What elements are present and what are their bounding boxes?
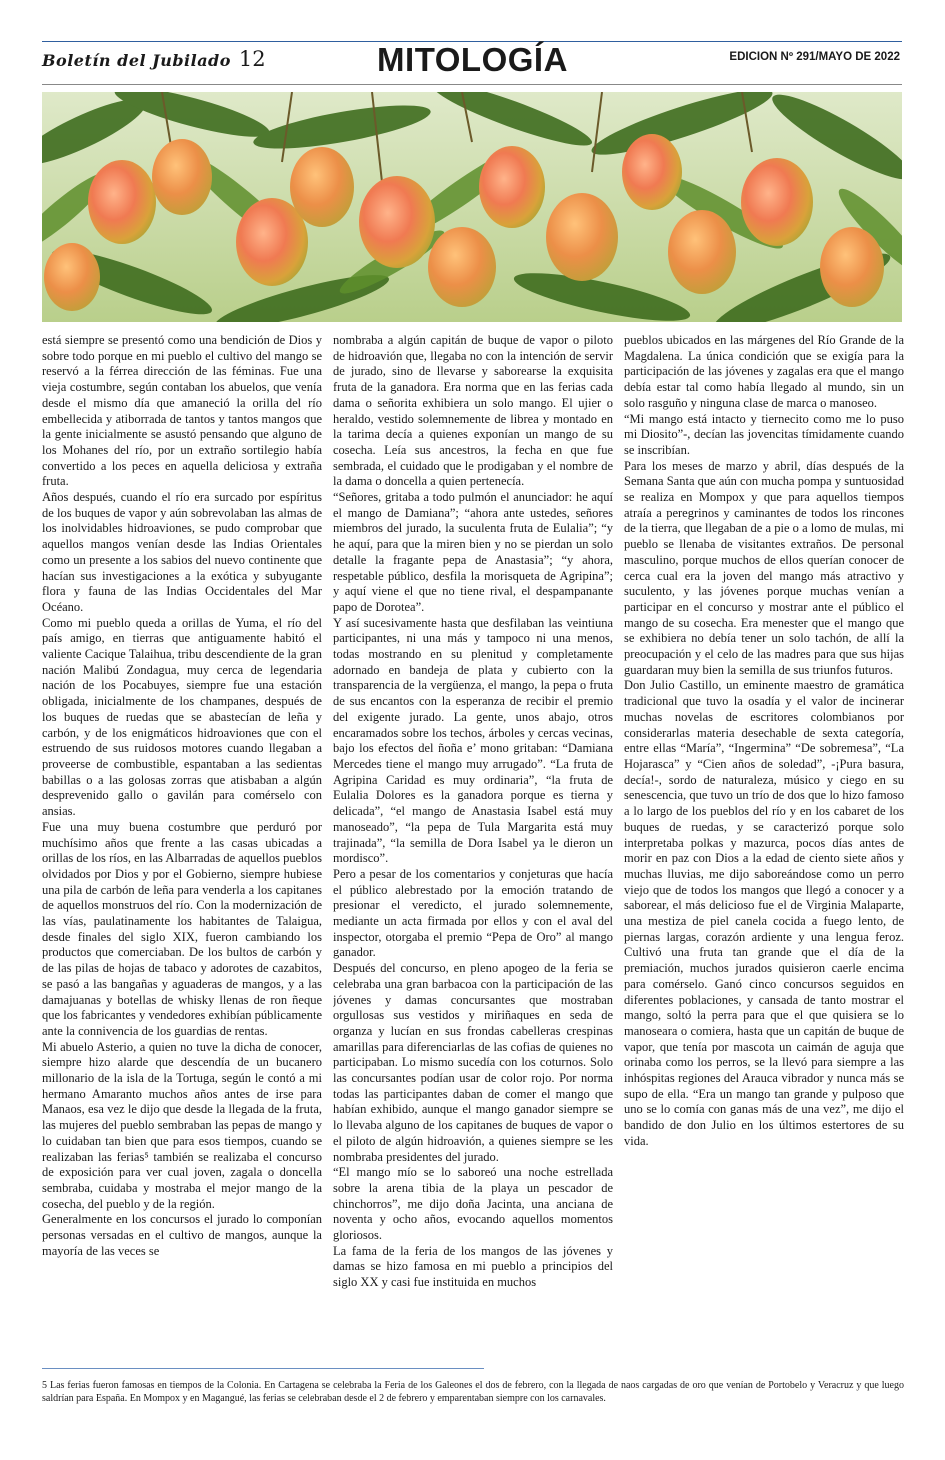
paragraph: Pero a pesar de los comentarios y conjeturas que hacía el público alebrestado por la emoción tratando de presionar el veredicto, el jurado solemnemente, mediante un acta firmada por ellos y con el aval del inspector, otorgaba el premio “Pepa de Oro” al mango ganador. xyxy=(333,866,613,960)
paragraph: Y así sucesivamente hasta que desfilaban las veintiuna participantes, ni una más y tampoco ni una menos, todas mostrando en su plenitud y completamente adornado en bandeja de plata y cubierto con la transparencia de la vergüenza, el mango, la pepa o fruta de sus encantos con la esperanza de recibir el premio del exigente jurado. La gente, unos abajo, otros encaramados sobre los techos, árboles y cercas vecinas, bajo los efectos del ñoña e’ mono gritaban: “Damiana Mercedes tiene el mango muy arrugado”. “La fruta de Agripina Caridad es muy ordinaria”, “la fruta de Eulalia Dolores es la ganadora porque es tierna y delicada”, “el mango de Anastasia Isabel está muy manoseado”, “la pepa de Tula Margarita está muy trajinada”, “la semilla de Dora Isabel ya le dieron un mordisco”. xyxy=(333,615,613,866)
paragraph: “Mi mango está intacto y tiernecito como me lo puso mi Diosito”-, decían las jovencitas tímidamente cuando se inscribían. xyxy=(624,411,904,457)
paragraph: Después del concurso, en pleno apogeo de la feria se celebraba una gran barbacoa con la participación de las jóvenes y damas concursantes que mostraban orgullosas sus vestidos y miriñaques en seda de organza y lucían en sus frondas cabelleras crespinas amarillas para diferenciarlas de las cofias de quienes no participaban. Lo mismo sucedía con los coturnos. Solo las concursantes podían usar de color rojo. Por norma todas las participantes daban de comer el mango que habían exhibido, aunque el mango ganador siempre se lo llevaba alguno de los capitanes de buques de vapor o el piloto de algún hidroavión, a quienes siempre se les nombraba presidentes del jurado. xyxy=(333,961,613,1164)
header-rule xyxy=(42,84,902,85)
paragraph: Mi abuelo Asterio, a quien no tuve la dicha de conocer, siempre hizo alarde que descendía de un bucanero millonario de la isla de la Tortuga, según le contó a mi hermano Amaranto muchos años antes de irse para Manaos, esa vez le dijo que desde la llegada de la fruta, las mujeres del pueblo sembraban las pepas de mango y lo cuidaban tan bien que para esos tiempos, cuando se realizaban las ferias⁵ también se realizaba el concurso de exposición para ver cual joven, zagala o doncella sembraba, cuidaba y mostraba el mejor mango de la cosecha, del pueblo y de la región. xyxy=(42,1039,322,1211)
paragraph: Años después, cuando el río era surcado por espíritus de los buques de vapor y aún sobrevolaban las almas de los inolvidables hidroaviones, se pudo comprobar que aquellos mangos venían desde las Indias Orientales como un presente a los sabios del nuevo continente que hacían sus investigaciones a la exótica y subyugante flora y fauna de las Indias Occidentales del Mar Océano. xyxy=(42,490,322,614)
paragraph: Para los meses de marzo y abril, días después de la Semana Santa que aún con mucha pompa y suntuosidad se realiza en Mompox y que para aquellos tiempos atraía a peregrinos y caminantes de todos los rincones de la tierra, que llegaban de a pie o a lomo de mulas, mi pueblo se llenaba de visitantes extraños. De personal masculino, porque muchos de ellos querían conocer de cerca cual era la joven del mango más atractivo y suculento, y las jóvenes porque muchas venían a participar en el concurso y mostrar ante el público el mango de su cosecha. Era menester que el mango que se exhibiera no debía tener un solo tachón, de allí la preocupación y el celo de las madres para que sus hijas guardaran muy bien la semilla de sus triunfos futuros. xyxy=(624,458,904,677)
paragraph: “Señores, gritaba a todo pulmón el anunciador: he aquí el mango de Damiana”; “ahora ante ustedes, señores miembros del jurado, la suculenta fruta de Eulalia”; “y he aquí, para que la miren bien y no se pierdan un solo detalle la fragante pepa de Anastasia”; “y ahora, respetable público, desfila la morisqueta de Agripina”; y aquí viene el que no tiene rival, el despampanante papo de Dorotea”. xyxy=(333,490,613,614)
paragraph: Fue una muy buena costumbre que perduró por muchísimo años que frente a las casas ubicadas a orillas de los ríos, en las Albarradas de aquellos pueblos olvidados por Dios y por el Gobierno, siempre hubiese una pila de carbón de leña para venderla a los capitanes de aquellos monstruos del río. Con la modernización de las vías, paulatinamente los habitantes de Talaigua, desde finales del siglo XIX, fueron cambiando los productos que comerciaban. De los bultos de carbón y de las pilas de hojas de tabaco y adorotes de cazabitos, se pasó a las bangañas y aguaderas de mangos, y a las damajuanas y botellas de whisky llenas de ron ñeque que los fabricantes y vendedores exhibían públicamente ante la connivencia de los guardias de rentas. xyxy=(42,819,322,1038)
paragraph: “El mango mío se lo saboreó una noche estrellada sobre la arena tibia de la playa un pescador de chinchorros”, me dijo doña Jacinta, una anciana de noventa y ocho años, evocando aquellos momentos gloriosos. xyxy=(333,1165,613,1243)
publication-name: Boletín del Jubilado xyxy=(42,51,231,70)
paragraph: pueblos ubicados en las márgenes del Río Grande de la Magdalena. La única condición que se exigía para la participación de las jóvenes y zagalas era que el mango debía estar tal como había llegado al mundo, sin un solo rasguño y ninguna clase de marca o manoseo. xyxy=(624,333,904,410)
paragraph: está siempre se presentó como una bendición de Dios y sobre todo porque en mi pueblo el cultivo del mango se reservó a la férrea dirección de las féminas. Fue una vieja costumbre, según contaban los abuelos, que venía desde el mismo día que amaneció la orilla del río embellecida y atiborrada de tantos y tantos mangos que la gente inicialmente se asustó pensando que alguno de los Mohanes del río, por un extraño sortilegio había convertido a los peces en aquella deliciosa y extraña fruta. xyxy=(42,333,322,489)
paragraph: Como mi pueblo queda a orillas de Yuma, el río del país amigo, en tierras que antiguamente habitó el valiente Cacique Talaihua, tribu descendiente de la gran nación Malibú Zondagua, muy cerca de legendaria nación de los Pocabuyes, siempre fue una estación obligada, inicialmente de los champanes, después de los buques de ruedas que se abastecían de leña y carbón, y de los enigmáticos hidroaviones que con el estruendo de sus ruidosos motores cuando llegaban a proveerse de combustible, espantaban a las sedientas babillas o a las golosas zorras que atisbaban a algún desprevenido gallo o gavilán para comérselo con ansias. xyxy=(42,615,322,819)
section-title: MITOLOGÍA xyxy=(377,41,568,78)
paragraph: La fama de la feria de los mangos de las jóvenes y damas se hizo famosa en mi pueblo a principios del siglo XX y casi fue instituida en muchos xyxy=(333,1243,613,1290)
paragraph: Don Julio Castillo, un eminente maestro de gramática tradicional que tuvo la osadía y el valor de incinerar muchas novelas de escritores colombianos por considerarlas materia desechable de sexta categoría, entre ellas “María”, “Ingermina” “De sobremesa”, “La Hojarasca” y “Cien años de soledad”, -¡Pura basura, decía!-, sordo de naturaleza, músico y ciego en su senescencia, que tuvo un trío de dos que lo hizo famoso a lo largo de los pueblos del río y en los cabaret de los buques de ruedas, y se caracterizó porque solo interpretaba polkas y mazurca, pocos días antes de morir en paz con Dios a la edad de ciento siete años y muchas lluvias, me dijo saboreándose como un perro viejo que de todos los mangos que llegó a conocer y a saborear, el más delicioso fue el de Virginia Malaparte, una mestiza de piel canela cocida a fuego lento, de piernas largas, corazón ardiente y una lengua feroz. Cultivó una fruta tan grande que el día de la premiación, muchos jurados quisieron caerle encima para comérselo. Ganó cinco concursos seguidos en diferentes poblaciones, y cansada de tanto mostrar el mango, soltó la perra para que el que quisiera se lo manoseara o comiera, hasta que un capitán de buque de vapor, que tenía por mascota un caimán de aguja que orinaba como los perros, se la llevó para siempre a las inhóspitas regiones del Arauca vibrador y nunca más se supo de ella. “Era un mango tan grande y pulposo que uno se lo comía con ganas más de una vez”, me dijo el bandido de don Julio en los últimos estertores de su vida. xyxy=(624,678,904,1148)
footnote: 5 Las ferias fueron famosas en tiempos de la Colonia. En Cartagena se celebraba la Feria de los Galeones el dos de febrero, con la llegada de naos cargadas de oro que venían de Portobelo y Veracruz y que luego saldrían para España. En Mompox y en Magangué, las ferias se celebraban desde el 2 de febrero y emparentaban siempre con los carnavales. xyxy=(42,1380,904,1404)
edition-label: EDICION Nº 291/MAYO DE 2022 xyxy=(729,51,900,63)
paragraph: nombraba a algún capitán de buque de vapor o piloto de hidroavión que, llegaba no con la intención de servir de jurado, sino de llevarse y saborearse la exquisita fruta de la ganadora. Era norma que en las ferias cada dama o señorita exhibiera un solo mango. El ujier o heraldo, vestido solemnemente de librea y montado en la tarima decía a quienes exponían un mango de su cosecha. Leía sus ancestros, la fecha en que fue sembrada, el cuidado que le prodigaban y el nombre de la dama o doncella a quien pertenecía. xyxy=(333,333,613,489)
footnote-rule xyxy=(42,1368,484,1369)
mango-tree-photo xyxy=(42,92,902,322)
article-column-1 xyxy=(42,333,322,1353)
mango-tree-photo-icon xyxy=(42,92,902,322)
page-number: 12 xyxy=(238,47,266,71)
paragraph: Generalmente en los concursos el jurado lo componían personas versadas en el cultivo de mangos, aunque la mayoría de las veces se xyxy=(42,1212,322,1258)
article-body xyxy=(42,333,902,1353)
masthead xyxy=(42,47,342,77)
article-column-3 xyxy=(624,333,904,1353)
article-column-2 xyxy=(333,333,613,1353)
